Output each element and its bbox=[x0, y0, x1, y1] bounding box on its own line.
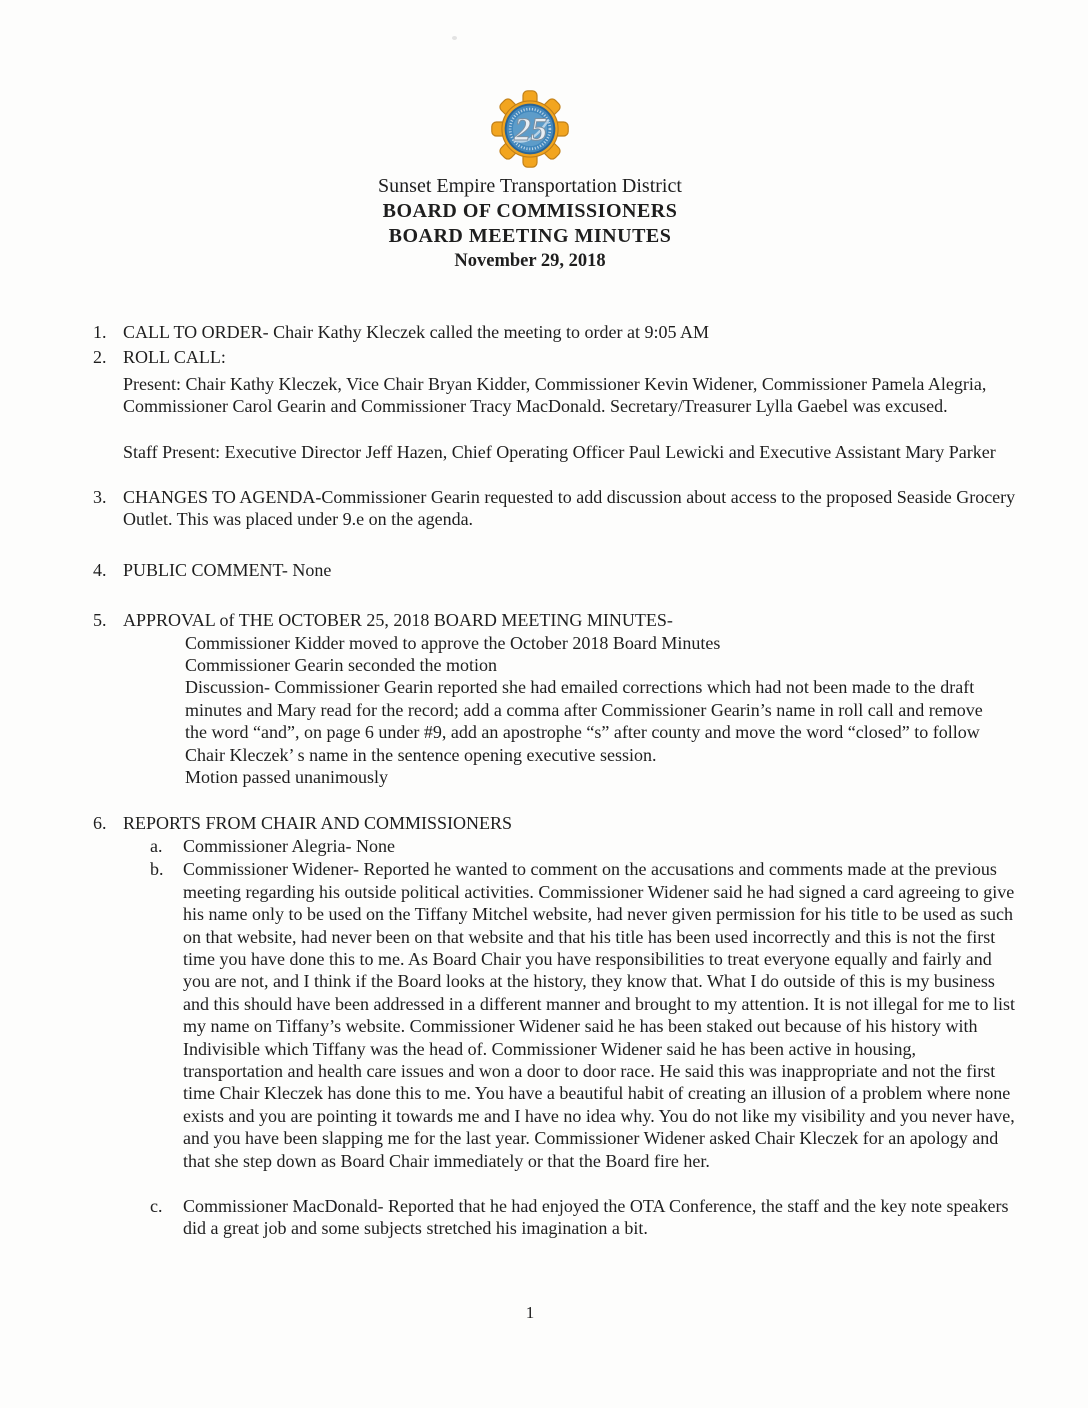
item-heading: APPROVAL of THE OCTOBER 25, 2018 BOARD MEETING MINUTES- bbox=[123, 610, 673, 631]
motion-result: Motion passed unanimously bbox=[185, 767, 388, 788]
agenda-item-call-to-order bbox=[93, 321, 1016, 343]
document-header bbox=[0, 0, 1060, 274]
item-text: PUBLIC COMMENT- None bbox=[123, 559, 332, 580]
item-heading: ROLL CALL: bbox=[123, 347, 226, 368]
setd-25th-anniversary-gear-icon bbox=[491, 90, 569, 168]
sub-item-letter: a. bbox=[150, 835, 163, 856]
item-text: CALL TO ORDER- Chair Kathy Kleczek called the meeting to order at 9:05 AM bbox=[123, 322, 710, 342]
item-number: 1. bbox=[93, 322, 107, 342]
report-macdonald bbox=[150, 1195, 1016, 1240]
title-minutes-line: BOARD MEETING MINUTES bbox=[388, 225, 672, 247]
meeting-date: November 29, 2018 bbox=[454, 251, 606, 271]
item-number: 4. bbox=[93, 559, 107, 580]
title-board-line: BOARD OF COMMISSIONERS bbox=[382, 200, 678, 222]
sub-item-text: Commissioner MacDonald- Reported that he had enjoyed the OTA Conference, the staff and the key note speakers did a great job and some subjects stretched his imagination a bit. bbox=[183, 1196, 1009, 1239]
agenda-item-public-comment bbox=[93, 559, 1016, 581]
minutes-body bbox=[0, 321, 1088, 1240]
item-body bbox=[123, 609, 1016, 788]
report-alegria bbox=[150, 835, 1016, 857]
item-body bbox=[123, 346, 1016, 463]
sub-item-text: Commissioner Alegria- None bbox=[183, 835, 395, 856]
item-text: CHANGES TO AGENDA-Commissioner Gearin requested to add discussion about access to the proposed Seaside Grocery Outlet. This was placed under 9.e on the agenda. bbox=[123, 487, 1016, 530]
scan-speck bbox=[452, 36, 457, 40]
roll-call-staff: Staff Present: Executive Director Jeff Hazen, Chief Operating Officer Paul Lewicki and Executive Assistant Mary Parker bbox=[123, 441, 996, 462]
logo-container bbox=[0, 90, 1060, 168]
item-body bbox=[123, 812, 1016, 1240]
sub-item-letter: c. bbox=[150, 1196, 163, 1216]
page-number: 1 bbox=[525, 1303, 535, 1322]
item-number: 6. bbox=[93, 812, 107, 833]
item-number: 3. bbox=[93, 487, 107, 508]
report-widener bbox=[150, 858, 1016, 1172]
logo-25-numeral: 25 bbox=[514, 111, 548, 148]
agenda-item-changes-to-agenda bbox=[93, 486, 1016, 531]
motion-discussion: Discussion- Commissioner Gearin reported she had emailed corrections which had not been made to the draft minutes and Mary read for the record; add a comma after Commissioner Gearin’s name in roll call and remove the word “and”, on page 6 under #9, add an apostrophe “s” after county and move the word “closed” to follow Chair Kleczek’ s name in the sentence opening executive session. bbox=[185, 677, 983, 765]
roll-call-present: Present: Chair Kathy Kleczek, Vice Chair Bryan Kidder, Commissioner Kevin Widener, Commissioner Pamela Alegria, Commissioner Carol Gearin and Commissioner Tracy MacDonald. Secretary/Treasurer Lylla Gaebel was excused. bbox=[123, 373, 987, 417]
agenda-item-roll-call bbox=[93, 346, 1016, 463]
org-name: Sunset Empire Transportation District bbox=[378, 175, 682, 197]
agenda-item-approval-of-minutes bbox=[93, 609, 1016, 788]
motion-moved: Commissioner Kidder moved to approve the October 2018 Board Minutes bbox=[185, 632, 721, 653]
sub-item-text: Commissioner Widener- Reported he wanted to comment on the accusations and comments made at the previous meeting regarding his outside political activities. Commissioner Widener said he had signed a card agreeing to give his name only to be used on the Tiffany Mitchel website, had never given permission for his title to be used as such on that website, had never been on that website and that his title has been used incorrectly and this is not the first time you have done this to me. As Board Chair you have responsibilities to treat everyone equally and fairly and you are not, and I think if the Board looks at the history, they know that. What I do outside of this is my business and this should have been addressed in a different manner and brought to my attention. It is not illegal for me to list my name on Tiffany’s website. Commissioner Widener said he has been staked out because of his history with Indivisible which Tiffany was the head of. Commissioner Widener said he has been active in housing, transportation and health care issues and won a door to door race. He said this was inappropriate and not the first time Chair Kleczek has done this to me. You have a beautiful habit of creating an illusion of a problem where none exists and you are pointing it towards me and I have no idea why. You do not like my visibility and you never have, and you have been slapping me for the last year. Commissioner Widener asked Chair Kleczek for an apology and that she step down as Board Chair immediately or that the Board fire her. bbox=[183, 859, 1015, 1171]
agenda-item-reports-from-chair bbox=[93, 812, 1016, 1240]
motion-seconded: Commissioner Gearin seconded the motion bbox=[185, 655, 497, 676]
item-number: 2. bbox=[93, 347, 107, 368]
sub-item-letter: b. bbox=[150, 859, 164, 880]
item-heading: REPORTS FROM CHAIR AND COMMISSIONERS bbox=[123, 812, 513, 833]
item-number: 5. bbox=[93, 610, 107, 631]
